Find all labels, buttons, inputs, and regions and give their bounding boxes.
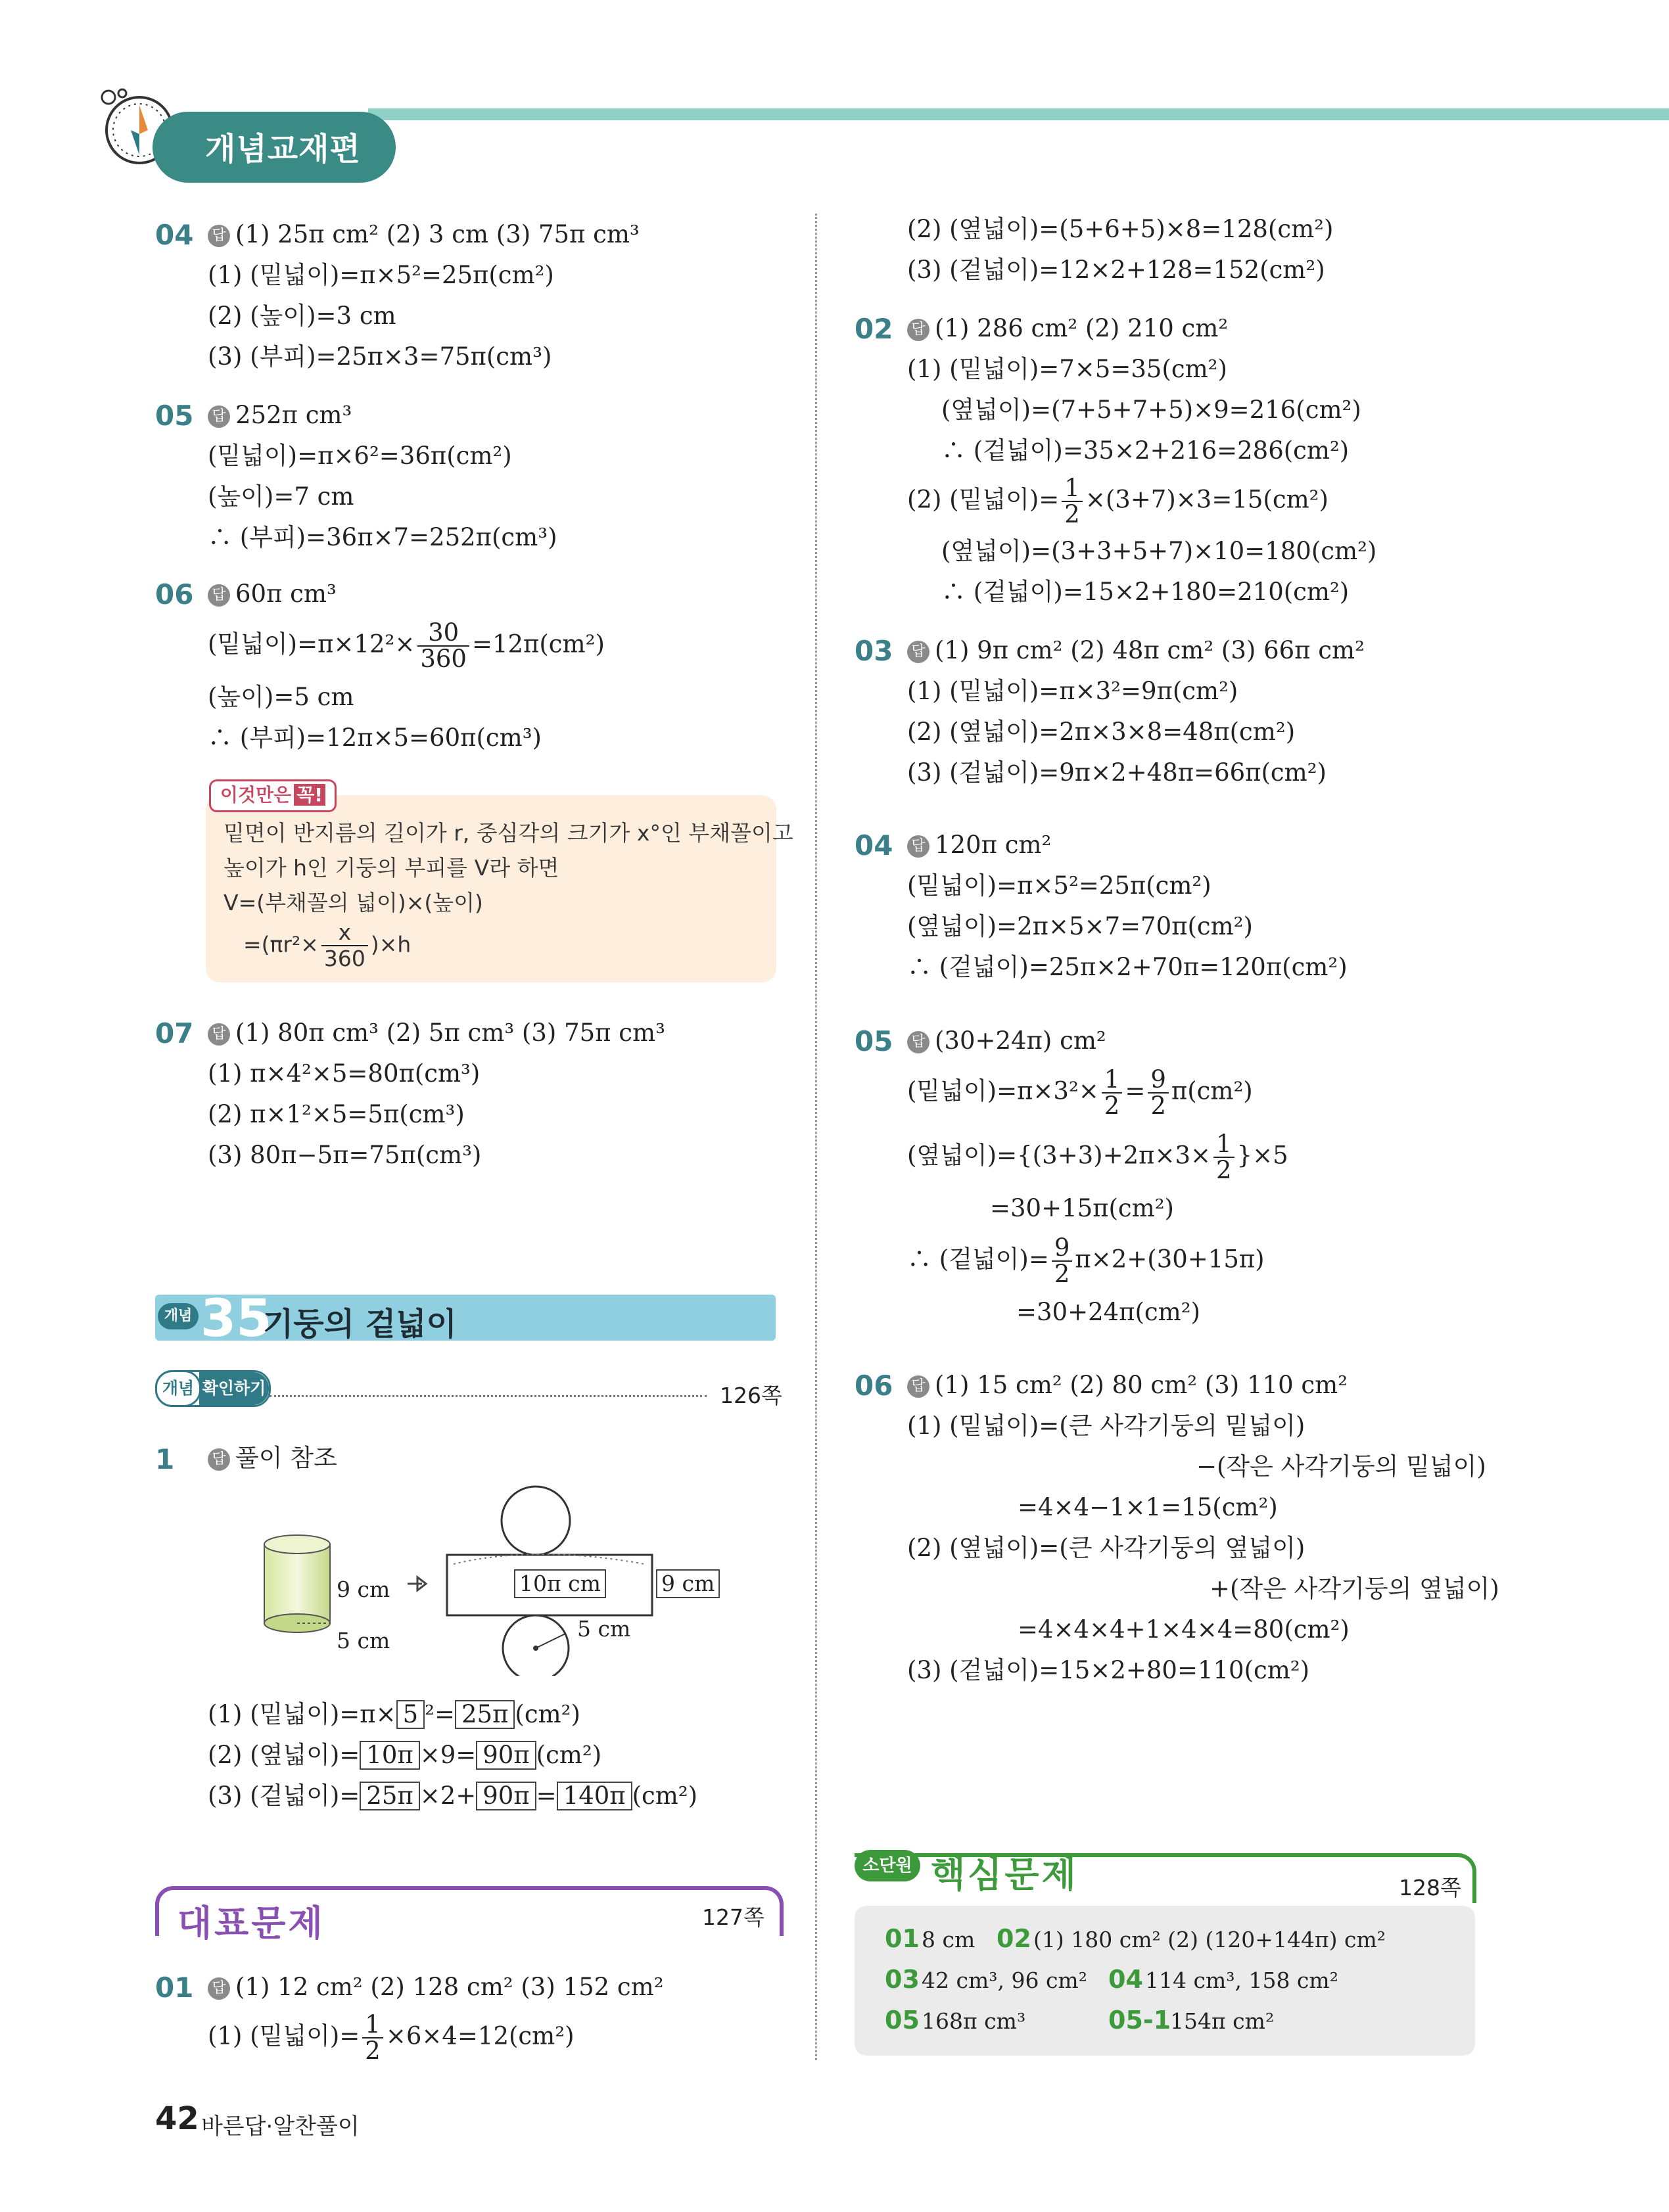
solution-line: ∴ (겉넓이)=25π×2+70π=120π(cm²) bbox=[907, 953, 1348, 981]
solution-line: (2) (옆넓이)=(5+6+5)×8=128(cm²) bbox=[907, 215, 1334, 243]
core-item-number: 05 bbox=[885, 2006, 920, 2035]
question-number: 02 bbox=[855, 313, 893, 345]
answer-line: 답 (30+24π) cm² bbox=[907, 1026, 1106, 1056]
core-item-number: 01 bbox=[885, 1924, 920, 1953]
solution-line: (높이)=7 cm bbox=[208, 482, 354, 511]
solution-line: ∴ (부피)=36π×7=252π(cm³) bbox=[208, 523, 557, 551]
solution-line: (3) (겉넓이)= 25π ×2+ 90π = 140π (cm²) bbox=[208, 1782, 698, 1810]
core-item-text: 168π cm³ bbox=[922, 2008, 1026, 2034]
figure-label-rect-height: 9 cm bbox=[656, 1569, 720, 1598]
answer-line: 답 (1) 80π cm³ (2) 5π cm³ (3) 75π cm³ bbox=[208, 1018, 665, 1048]
answer-line: 답 (1) 15 cm² (2) 80 cm² (3) 110 cm² bbox=[907, 1370, 1348, 1400]
page-reference: 128쪽 bbox=[1399, 1875, 1461, 1901]
solution-line: (밑넓이)=π×6²=36π(cm²) bbox=[208, 442, 512, 470]
core-item-text: 154π cm² bbox=[1170, 2008, 1275, 2034]
solution-line: (3) (겉넓이)=12×2+128=152(cm²) bbox=[907, 256, 1325, 284]
core-item-text: 42 cm³, 96 cm² bbox=[922, 1968, 1087, 1993]
solution-line: =4×4−1×1=15(cm²) bbox=[1018, 1493, 1278, 1521]
answer-line: 답 (1) 9π cm² (2) 48π cm² (3) 66π cm² bbox=[907, 635, 1365, 666]
section-number: 35 bbox=[200, 1289, 272, 1348]
page-reference: 127쪽 bbox=[702, 1904, 764, 1930]
core-item-number: 03 bbox=[885, 1965, 920, 1994]
answer-icon: 답 bbox=[907, 1031, 929, 1053]
solution-line: (1) π×4²×5=80π(cm³) bbox=[208, 1059, 481, 1088]
answer-line: 답 60π cm³ bbox=[208, 579, 337, 609]
solution-line: (옆넓이)={(3+3)+2π×3× $\frac{1}{2}$ }×5 bbox=[907, 1130, 1288, 1184]
answer-icon: 답 bbox=[208, 1977, 230, 2000]
core-badge: 소단원 bbox=[855, 1850, 920, 1881]
solution-line: (밑넓이)=π×3²× $\frac{1}{2}$ = $\frac{9}{2}$ π(cm²) bbox=[907, 1065, 1253, 1120]
core-item-text: (1) 180 cm² (2) (120+144π) cm² bbox=[1033, 1927, 1386, 1952]
solution-line: =30+24π(cm²) bbox=[1016, 1298, 1200, 1326]
answer-line: 답 (1) 25π cm² (2) 3 cm (3) 75π cm³ bbox=[208, 219, 640, 250]
solution-line: (밑넓이)=π×5²=25π(cm²) bbox=[907, 871, 1211, 900]
core-item-number: 04 bbox=[1108, 1965, 1143, 1994]
solution-line: (2) (밑넓이)= $\frac{1}{2}$ ×(3+7)×3=15(cm²) bbox=[907, 474, 1328, 528]
solution-line: (1) (밑넓이)=7×5=35(cm²) bbox=[907, 355, 1227, 383]
answer-line: 답 (1) 286 cm² (2) 210 cm² bbox=[907, 313, 1228, 344]
answer-line: 답 120π cm² bbox=[907, 830, 1051, 860]
solution-line: +(작은 사각기둥의 옆넓이) bbox=[1210, 1575, 1499, 1603]
solution-line: ∴ (부피)=12π×5=60π(cm³) bbox=[208, 724, 542, 752]
dotted-leader bbox=[270, 1395, 707, 1397]
solution-line: (1) (밑넓이)=π×5²=25π(cm²) bbox=[208, 261, 554, 289]
solution-line: (2) π×1²×5=5π(cm³) bbox=[208, 1100, 465, 1128]
core-item-text: 8 cm bbox=[922, 1927, 976, 1952]
question-number: 01 bbox=[155, 1971, 194, 2004]
check-badge: 개념 확인하기 bbox=[155, 1370, 271, 1407]
tip-line: V=(부채꼴의 넓이)×(높이) bbox=[223, 890, 483, 915]
question-number: 05 bbox=[855, 1025, 893, 1057]
core-item-text: 114 cm³, 158 cm² bbox=[1145, 1968, 1338, 1993]
solution-line: (3) (겉넓이)=15×2+80=110(cm²) bbox=[907, 1656, 1310, 1684]
solution-line: (2) (옆넓이)=2π×3×8=48π(cm²) bbox=[907, 718, 1296, 746]
solution-line: =30+15π(cm²) bbox=[990, 1194, 1174, 1222]
footer-title: 바른답·알찬풀이 bbox=[201, 2113, 360, 2140]
section-title: 기둥의 겉넓이 bbox=[263, 1306, 457, 1343]
tip-line: =(πr²× $\frac{x}{360}$ )×h bbox=[243, 919, 411, 971]
answer-icon: 답 bbox=[208, 405, 230, 428]
core-title: 핵심문제 bbox=[931, 1854, 1079, 1895]
solution-line: ∴ (겉넓이)= $\frac{9}{2}$ π×2+(30+15π) bbox=[907, 1233, 1265, 1288]
question-number: 04 bbox=[155, 219, 194, 251]
solution-line: (1) (밑넓이)=π× 5 ²= 25π (cm²) bbox=[208, 1700, 580, 1728]
header-line bbox=[368, 108, 1669, 120]
solution-line: (옆넓이)=(3+3+5+7)×10=180(cm²) bbox=[941, 537, 1377, 565]
question-number: 07 bbox=[155, 1017, 194, 1049]
answer-icon: 답 bbox=[907, 1375, 929, 1398]
solution-line: =4×4×4+1×4×4=80(cm²) bbox=[1018, 1615, 1350, 1644]
column-divider bbox=[815, 214, 817, 2060]
solution-line: (1) (밑넓이)=π×3²=9π(cm²) bbox=[907, 677, 1238, 705]
solution-line: (1) (밑넓이)= $\frac{1}{2}$ ×6×4=12(cm²) bbox=[208, 2010, 575, 2065]
solution-line: ∴ (겉넓이)=35×2+216=286(cm²) bbox=[941, 436, 1350, 465]
answer-icon: 답 bbox=[907, 835, 929, 858]
answer-line: 답 252π cm³ bbox=[208, 400, 352, 430]
rep-title: 대표문제 bbox=[177, 1902, 325, 1944]
solution-line: (밑넓이)=π×12²× $\frac{30}{360}$ =12π(cm²) bbox=[208, 618, 605, 673]
solution-line: (옆넓이)=2π×5×7=70π(cm²) bbox=[907, 912, 1253, 940]
header-tab bbox=[153, 112, 396, 183]
question-number: 06 bbox=[155, 578, 194, 611]
solution-line: (높이)=5 cm bbox=[208, 683, 354, 711]
answer-icon: 답 bbox=[907, 641, 929, 663]
solution-line: (1) (밑넓이)=(큰 사각기둥의 밑넓이) bbox=[907, 1412, 1305, 1440]
answer-line: 답 (1) 12 cm² (2) 128 cm² (3) 152 cm² bbox=[208, 1972, 664, 2002]
figure-label-height: 9 cm bbox=[337, 1577, 390, 1602]
answer-icon: 답 bbox=[208, 1448, 230, 1471]
solution-line: (옆넓이)=(7+5+7+5)×9=216(cm²) bbox=[941, 396, 1361, 424]
question-number: 04 bbox=[855, 829, 893, 862]
answer-icon: 답 bbox=[907, 319, 929, 341]
question-number: 03 bbox=[855, 635, 893, 667]
answer-icon: 답 bbox=[208, 584, 230, 607]
answer-icon: 답 bbox=[208, 225, 230, 247]
solution-line: (3) (겉넓이)=9π×2+48π=66π(cm²) bbox=[907, 758, 1327, 787]
solution-line: (3) 80π−5π=75π(cm³) bbox=[208, 1141, 482, 1169]
solution-line: (2) (높이)=3 cm bbox=[208, 302, 396, 330]
solution-line: ∴ (겉넓이)=15×2+180=210(cm²) bbox=[941, 578, 1350, 606]
question-number: 06 bbox=[855, 1370, 893, 1402]
solution-line: (3) (부피)=25π×3=75π(cm³) bbox=[208, 342, 552, 371]
tip-line: 밑면이 반지름의 길이가 r, 중심각의 크기가 x°인 부채꼴이고 bbox=[223, 820, 793, 846]
tip-badge: 이것만은 꼭! bbox=[209, 779, 337, 812]
figure-label-rect-width: 10π cm bbox=[514, 1569, 606, 1598]
answer-line: 답 풀이 참조 bbox=[208, 1443, 337, 1473]
solution-line: (2) (옆넓이)= 10π ×9= 90π (cm²) bbox=[208, 1741, 602, 1769]
page-number: 42 bbox=[155, 2100, 199, 2137]
question-number: 05 bbox=[155, 400, 194, 432]
section-badge: 개념 bbox=[158, 1303, 199, 1329]
core-item-number: 02 bbox=[997, 1924, 1031, 1953]
solution-line: (2) (옆넓이)=(큰 사각기둥의 옆넓이) bbox=[907, 1534, 1305, 1562]
answer-icon: 답 bbox=[208, 1023, 230, 1046]
page-reference: 126쪽 bbox=[720, 1383, 782, 1408]
figure-label-radius: 5 cm bbox=[337, 1628, 390, 1653]
question-number: 1 bbox=[155, 1443, 175, 1475]
core-item-number: 05-1 bbox=[1108, 2006, 1171, 2035]
header-tab-label: 개념교재편 bbox=[205, 131, 361, 168]
solution-line: −(작은 사각기둥의 밑넓이) bbox=[1196, 1452, 1486, 1481]
tip-line: 높이가 h인 기둥의 부피를 V라 하면 bbox=[223, 855, 559, 881]
figure-label-radius2: 5 cm bbox=[577, 1616, 631, 1642]
